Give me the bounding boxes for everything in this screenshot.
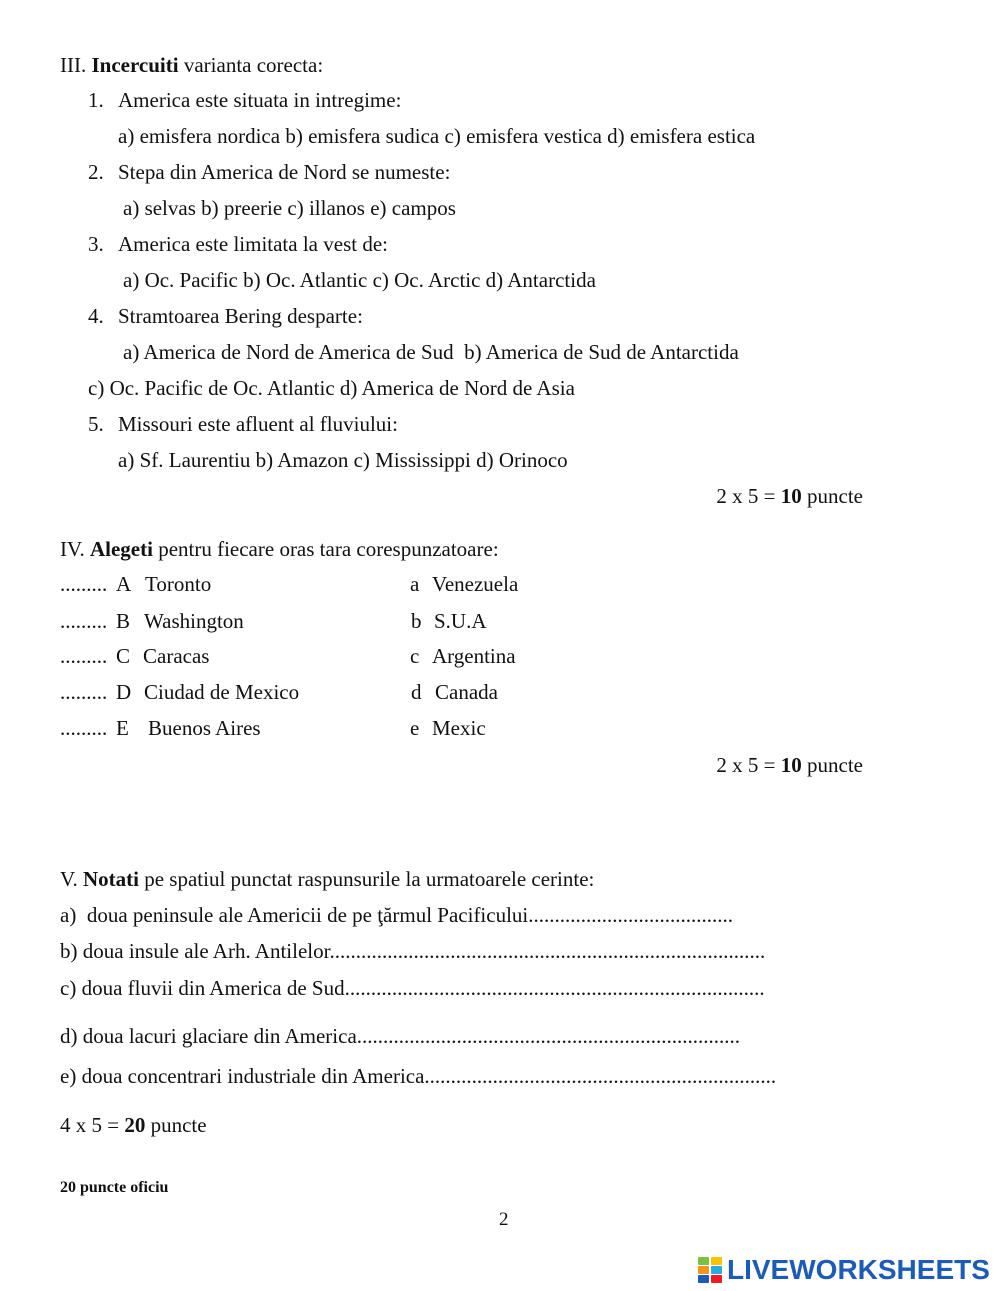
country-name: S.U.A [434, 609, 487, 633]
question-5-text: Missouri este afluent al fluviului: [118, 412, 398, 436]
score-formula: 4 x 5 = [60, 1113, 125, 1137]
logo-text: LIVEWORKSHEETS [727, 1254, 990, 1285]
score-points: 10 [780, 753, 802, 777]
section-iii-keyword: Incercuiti [91, 53, 179, 77]
section-iv-keyword: Alegeti [89, 537, 153, 561]
answer-blank: ......... [60, 716, 108, 740]
country-letter: b [411, 609, 422, 633]
liveworksheets-logo[interactable] [698, 1255, 990, 1285]
answer-blank: ......... [60, 644, 108, 668]
section-v-title [60, 866, 594, 892]
question-3-text: America este limitata la vest de: [118, 232, 388, 256]
city-name: Washington [144, 609, 244, 633]
country-name: Argentina [432, 644, 516, 668]
country-letter: d [411, 680, 422, 704]
matching-row [0, 571, 1000, 597]
city-name: Buenos Aires [148, 716, 261, 740]
question-1-text: America este situata in intregime: [118, 88, 402, 112]
section-iii-title [60, 52, 323, 78]
score-unit: puncte [145, 1113, 207, 1137]
city-name: Caracas [143, 644, 210, 668]
section-iv-instruction: pentru fiecare oras tara corespunzatoare: [152, 537, 499, 561]
fill-in-item-c: c) doua fluvii din America de Sud................................................................................ [60, 976, 765, 1000]
matching-row [0, 608, 1000, 634]
city-letter: C [116, 644, 131, 668]
country-letter: e [410, 716, 420, 740]
question-3-number: 3. [88, 232, 104, 256]
country-name: Venezuela [432, 572, 519, 596]
answer-blank: ......... [60, 680, 108, 704]
question-4-text: Stramtoarea Bering desparte: [118, 304, 363, 328]
question-4-options-line-1: a) America de Nord de America de Sud b) America de Sud de Antarctida [123, 340, 739, 364]
city-name: Ciudad de Mexico [144, 680, 300, 704]
page-number: 2 [499, 1209, 509, 1230]
section-v-score [60, 1112, 207, 1138]
country-name: Canada [435, 680, 498, 704]
section-iii-instruction: varianta corecta: [178, 53, 324, 77]
section-iv-title [60, 536, 499, 562]
question-4-options-line-2: c) Oc. Pacific de Oc. Atlantic d) America de Nord de Asia [88, 376, 575, 400]
country-name: Mexic [432, 716, 486, 740]
city-letter: A [116, 572, 132, 596]
score-formula: 2 x 5 = [716, 484, 781, 508]
score-unit: puncte [801, 753, 863, 777]
score-formula: 2 x 5 = [716, 753, 781, 777]
question-4-number: 4. [88, 304, 104, 328]
matching-row [0, 715, 1000, 741]
score-points: 10 [780, 484, 802, 508]
logo-icon-block [698, 1257, 709, 1265]
section-iv-score [716, 752, 863, 778]
question-2-number: 2. [88, 160, 104, 184]
section-v-keyword: Notati [82, 867, 139, 891]
section-v-roman: V. [60, 867, 83, 891]
section-iii-roman: III. [60, 53, 92, 77]
fill-in-item-b: b) doua insule ale Arh. Antilelor................................................................................... [60, 939, 766, 963]
logo-icon-block [698, 1266, 709, 1274]
section-iv-roman: IV. [60, 537, 90, 561]
logo-icon-block [711, 1257, 722, 1265]
score-points: 20 [124, 1113, 146, 1137]
city-letter: E [116, 716, 129, 740]
answer-blank: ......... [60, 609, 108, 633]
fill-in-item-e: e) doua concentrari industriale din America................................................................... [60, 1064, 777, 1088]
section-iii-score [716, 483, 863, 509]
logo-icon-block [711, 1275, 722, 1283]
logo-icon-block [698, 1275, 709, 1283]
answer-blank: ......... [60, 572, 108, 596]
question-5-options: a) Sf. Laurentiu b) Amazon c) Mississippi d) Orinoco [118, 448, 568, 472]
matching-row [0, 679, 1000, 705]
fill-in-item-d: d) doua lacuri glaciare din America......................................................................... [60, 1024, 741, 1048]
question-1-number: 1. [88, 88, 104, 112]
city-name: Toronto [145, 572, 212, 596]
city-letter: B [116, 609, 131, 633]
question-2-text: Stepa din America de Nord se numeste: [118, 160, 451, 184]
liveworksheets-icon [698, 1257, 722, 1283]
question-3-options: a) Oc. Pacific b) Oc. Atlantic c) Oc. Arctic d) Antarctida [123, 268, 596, 292]
question-1-options: a) emisfera nordica b) emisfera sudica c) emisfera vestica d) emisfera estica [118, 124, 756, 148]
city-letter: D [116, 680, 132, 704]
country-letter: a [410, 572, 420, 596]
oficiu-points: 20 puncte oficiu [60, 1179, 169, 1196]
logo-icon-block [711, 1266, 722, 1274]
question-2-options: a) selvas b) preerie c) illanos e) campos [123, 196, 456, 220]
matching-row [0, 643, 1000, 669]
score-unit: puncte [801, 484, 863, 508]
question-5-number: 5. [88, 412, 104, 436]
fill-in-item-a: a) doua peninsule ale Americii de pe ţărmul Pacificului....................................... [60, 903, 734, 927]
country-letter: c [410, 644, 420, 668]
section-v-instruction: pe spatiul punctat raspunsurile la urmatoarele cerinte: [138, 867, 595, 891]
